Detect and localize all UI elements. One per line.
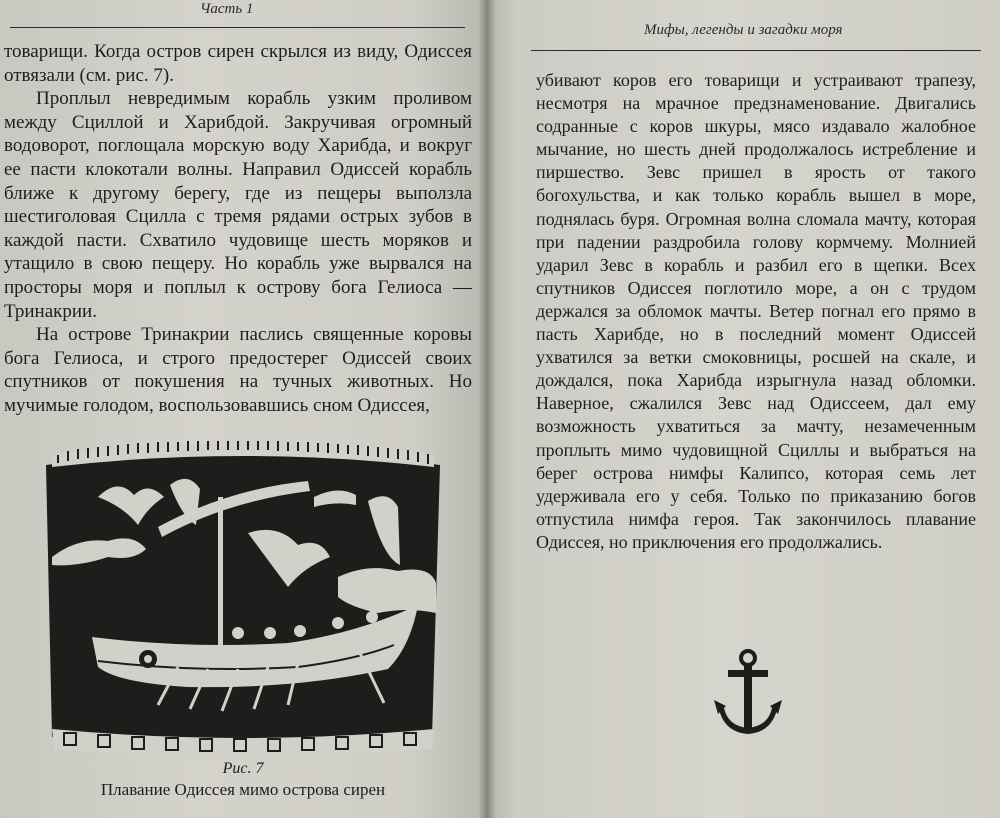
- right-page: [486, 0, 1000, 818]
- odysseus-sirens-illustration: [38, 437, 448, 757]
- left-paragraph-3: На острове Тринакрии паслись священные коровы бога Гелиоса, и строго предостерег Одиссей своих спутников от покушения на тучных животных. Но мучимые голодом, воспользовавшись сном Одиссея,: [4, 324, 472, 416]
- anchor-icon: [714, 648, 782, 740]
- left-running-head: Часть 1: [200, 1, 254, 17]
- figure-caption: Плавание Одиссея мимо острова сирен: [100, 780, 386, 799]
- right-paragraph-1: убивают коров его товарищи и устраивают трапезу, несмотря на мрачное предзнаменование. Двигались содранные с коров шкуры, мясо издавало жалобное мычание, но шесть дней продолжалось истребление и пиршество. Зевс пришел в ярость от такого богохульства, и как только корабль вышел в море, поднялась буря. Огромная волна сломала мачту, которая при падении раздробила голову кормчему. Молнией ударил Зевс в корабль и разбил его в щепки. Всех спутников Одиссея поглотило море, а он с трудом держался за обломок мачты. Ветер погнал его прямо в пасть Харибде, но в последний момент Одиссей ухватился за ветки смоковницы, росшей на скале, и дождался, пока Харибда изрыгнула назад обломки. Наверное, сжалился Зевс над Одиссеем, дал ему возможность ухватиться за мачту, незамеченным проплыть мимо чудовищной Сциллы и выбраться на берег острова нимфы Калипсо, которая семь лет удерживала его у себя. Только по приказанию богов отпустила нимфа героя. Так закончилось плавание Одиссея, но приключения его продолжались.: [536, 70, 976, 552]
- right-body-text: [536, 69, 976, 554]
- figure-label: Рис. 7: [222, 760, 264, 777]
- right-header-rule: [531, 50, 981, 51]
- left-header-rule: [10, 27, 465, 28]
- left-body-text: [4, 40, 472, 418]
- left-paragraph-1: товарищи. Когда остров сирен скрылся из виду, Одиссея отвязали (см. рис. 7).: [4, 41, 472, 86]
- left-page: [0, 0, 486, 818]
- book-gutter: [478, 0, 496, 818]
- right-running-head: Мифы, легенды и загадки моря: [644, 22, 843, 38]
- left-paragraph-2: Проплыл невредимым корабль узким проливом между Сциллой и Харибдой. Закручивая огромный водоворот, поглощала морскую воду Харибда, и вокруг ее пасти клокотали волны. Направил Одиссей корабль ближе к другому берегу, где из пещеры выползла шестиголовая Сцилла с тремя рядами острых зубов в каждой пасти. Схватило чудовище шесть моряков и утащило в свою пещеру. Но корабль уже вырвался на просторы моря и поплыл к острову бога Гелиоса — Тринакрии.: [4, 88, 472, 322]
